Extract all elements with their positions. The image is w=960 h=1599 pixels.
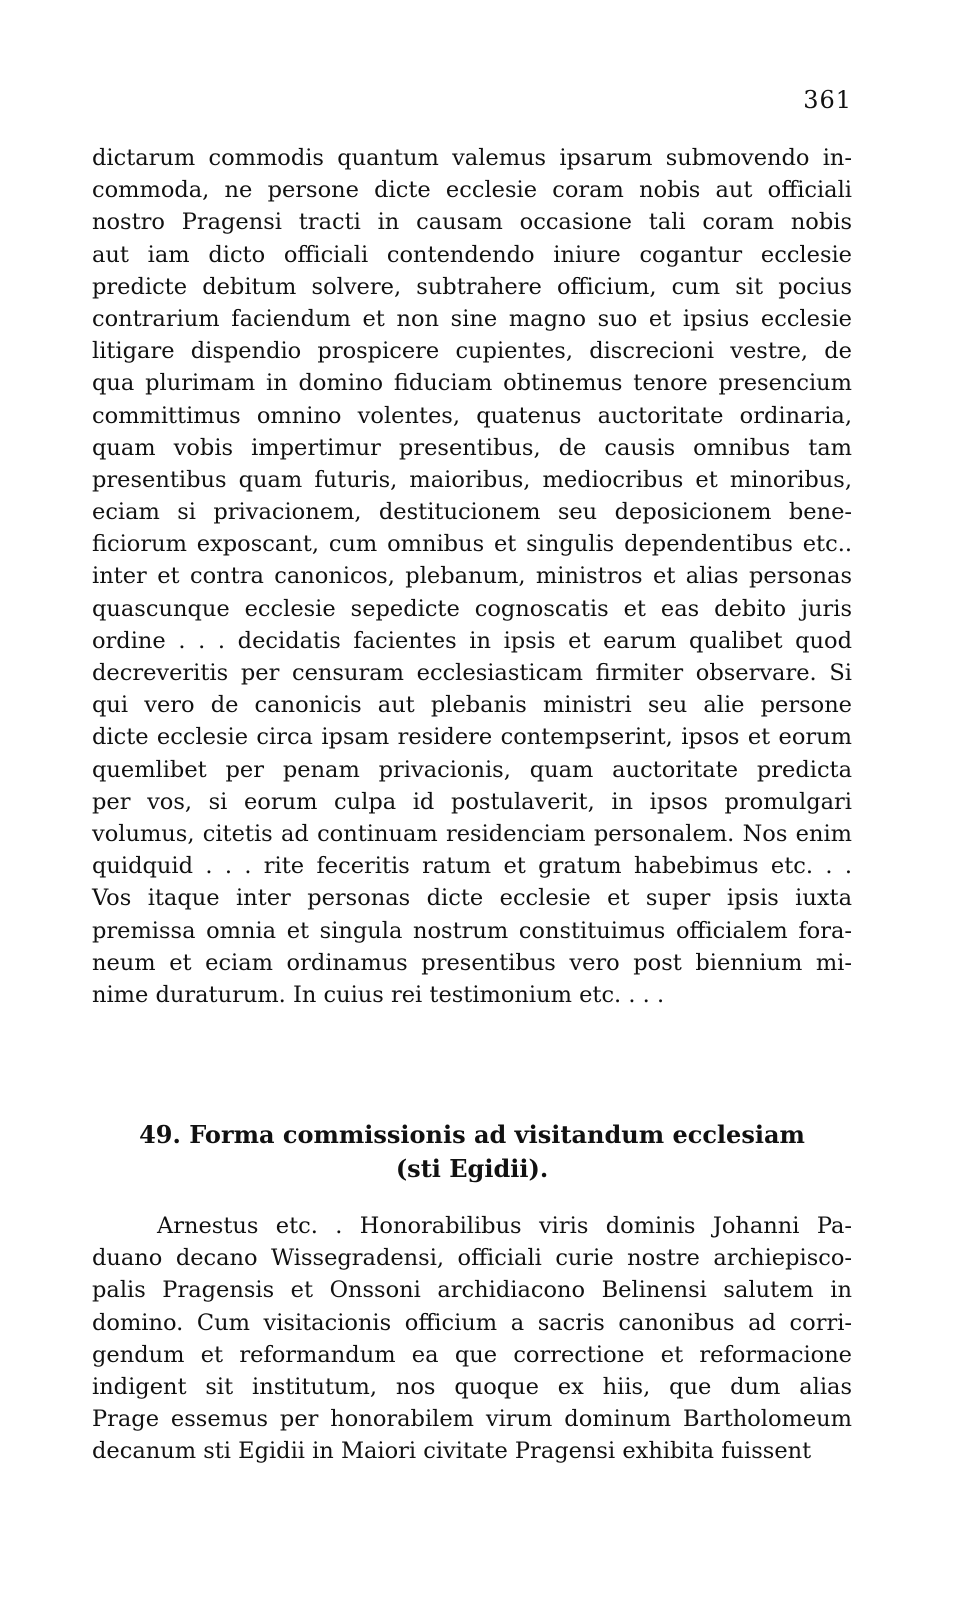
text-line: Vos itaque inter personas dicte ecclesie et super ipsis iuxta xyxy=(92,885,852,912)
text-line: predicte debitum solvere, subtrahere officium, cum sit pocius xyxy=(92,273,852,300)
text-line: gendum et reformandum ea que correctione et reformacione xyxy=(92,1341,852,1368)
text-line: ordine . . . decidatis facientes in ipsis et earum qualibet quod xyxy=(92,627,852,654)
text-line: domino. Cum visitacionis officium a sacris canonibus ad corri- xyxy=(92,1309,852,1336)
text-line: ficiorum exposcant, cum omnibus et singulis dependentibus etc.. xyxy=(92,531,852,558)
text-line: decanum sti Egidii in Maiori civitate Pragensi exhibita fuissent xyxy=(92,1438,812,1465)
text-line: quemlibet per penam privacionis, quam auctoritate predicta xyxy=(92,756,852,783)
text-line: contrarium faciendum et non sine magno suo et ipsius ecclesie xyxy=(92,305,852,332)
text-line: dictarum commodis quantum valemus ipsarum submovendo in- xyxy=(92,145,852,171)
text-line: aut iam dicto officiali contendendo iniure cogantur ecclesie xyxy=(92,241,852,268)
text-line: commoda, ne persone dicte ecclesie coram nobis aut officiali xyxy=(92,177,852,204)
text-line: duano decano Wissegradensi, officiali curie nostre archiepisco- xyxy=(92,1245,852,1272)
text-line: qua plurimam in domino fiduciam obtinemus tenore presencium xyxy=(92,370,852,397)
text-line: Prage essemus per honorabilem virum dominum Bartholomeum xyxy=(92,1406,852,1433)
text-line: inter et contra canonicos, plebanum, ministros et alias personas xyxy=(92,563,852,590)
text-line: dicte ecclesie circa ipsam residere contempserint, ipsos et eorum xyxy=(92,724,852,751)
page-number: 361 xyxy=(803,86,852,114)
text-line: quam vobis impertimur presentibus, de causis omnibus tam xyxy=(92,434,852,461)
text-line: indigent sit institutum, nos quoque ex hiis, que dum alias xyxy=(92,1373,852,1400)
text-line: qui vero de canonicis aut plebanis ministri seu alie persone xyxy=(92,692,852,719)
text-line: quascunque ecclesie sepedicte cognoscatis et eas debito juris xyxy=(92,595,852,622)
text-line: presentibus quam futuris, maioribus, mediocribus et minoribus, xyxy=(92,466,852,493)
body-paragraph-1 xyxy=(92,142,852,1011)
text-line: premissa omnia et singula nostrum constituimus officialem fora- xyxy=(92,917,852,944)
body-paragraph-2 xyxy=(92,1210,852,1468)
text-line: volumus, citetis ad continuam residenciam personalem. Nos enim xyxy=(92,820,852,847)
text-line: palis Pragensis et Onssoni archidiacono Belinensi salutem in xyxy=(92,1277,852,1304)
text-line: neum et eciam ordinamus presentibus vero post biennium mi- xyxy=(92,949,852,976)
text-line: nostro Pragensi tracti in causam occasione tali coram nobis xyxy=(92,209,852,236)
text-line: decreveritis per censuram ecclesiasticam firmiter observare. Si xyxy=(92,660,852,686)
text-line: nime duraturum. In cuius rei testimonium etc. . . . xyxy=(92,981,665,1008)
section-heading xyxy=(92,1118,852,1186)
text-line: quidquid . . . rite feceritis ratum et gratum habebimus etc. . . xyxy=(92,853,852,880)
text-line: per vos, si eorum culpa id postulaverit, in ipsos promulgari xyxy=(92,788,852,815)
text-line: litigare dispendio prospicere cupientes, discrecioni vestre, de xyxy=(92,338,852,365)
text-line: eciam si privacionem, destitucionem seu deposicionem bene- xyxy=(92,499,852,526)
heading-line-2: (sti Egidii). xyxy=(395,1154,549,1183)
text-line: committimus omnino volentes, quatenus auctoritate ordinaria, xyxy=(92,402,852,429)
heading-line-1: 49. Forma commissionis ad visitandum ecclesiam xyxy=(139,1120,805,1149)
text-line: Arnestus etc. . Honorabilibus viris dominis Johanni Pa- xyxy=(157,1213,852,1239)
